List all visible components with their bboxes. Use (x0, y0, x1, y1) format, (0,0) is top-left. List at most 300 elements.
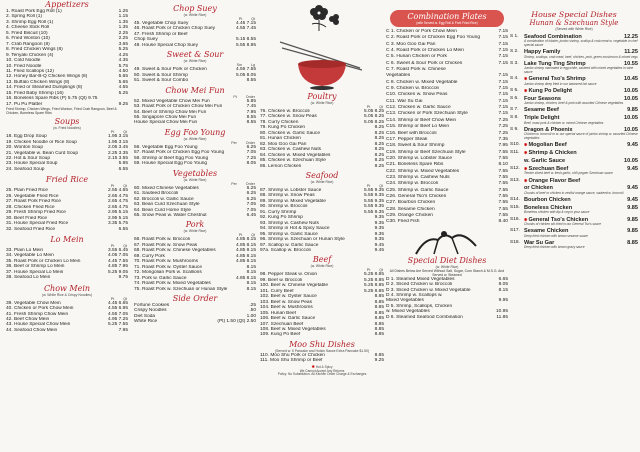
house-special-number: S16. (510, 216, 520, 222)
house-special-item (510, 240, 638, 250)
house-special-row (510, 88, 638, 94)
menu-item-price: 8.55 (246, 120, 256, 126)
house-special-row (510, 197, 638, 203)
menu-item-name: 35. Roast Pork or Chicken Lo Mein (6, 258, 81, 264)
menu-item-price: (Pt) 1.50 (Qt) 2.50 (217, 319, 256, 325)
menu-item-price: 3.65 (118, 41, 128, 47)
house-special-description: Beef, roast pork & chicken w. mixed Chinese vegetables (524, 120, 604, 125)
menu-item-price: 7.95 (246, 109, 256, 115)
house-special-item (510, 166, 638, 176)
menu-item-name: 28. Chicken Fried Rice (6, 204, 55, 210)
menu-item-name: 76. Chicken w. Broccoli (260, 109, 310, 114)
menu-item-price: 7.55 (498, 187, 508, 193)
menu-item (6, 227, 128, 232)
house-special-number: S11. (510, 150, 520, 156)
menu-item-price: 4.55 6.95 (107, 306, 128, 312)
menu-item-name: 42. Beef Chow Mein (6, 317, 50, 323)
menu-item-price: 8.25 (374, 158, 384, 164)
menu-item-name: 4. Cheese Stick Roll (6, 25, 50, 31)
menu-item-price: 5.25 8.85 (363, 283, 384, 289)
menu-item-name: 77. Chicken w. Snow Peas (260, 114, 317, 120)
house-special-name (524, 197, 627, 203)
menu-item-price: 9.35 (374, 220, 384, 226)
menu-item-price: 5.25 8.85 (363, 277, 384, 283)
diet-list (386, 277, 508, 321)
house-special-price: 9.85 (627, 204, 638, 211)
menu-item-name: C18. Sweet & Sour Shrimp (386, 143, 445, 149)
house-special-number (510, 185, 524, 191)
lo-mein-header: Pt Qt (110, 243, 127, 248)
menu-item-price: 7.45 (246, 104, 256, 110)
menu-item-price: 5.55 9.35 (363, 204, 384, 210)
menu-item-price: 4.85 8.15 (235, 253, 256, 259)
hot-spicy-label: Hot & Spicy (315, 364, 333, 369)
menu-item-price: 7.15 (498, 111, 508, 117)
menu-item-name: C 4. Roast Pork or Chicken Lo Mein (386, 48, 465, 54)
menu-item-name: 61. Sauteed Broccoli (134, 191, 179, 197)
menu-item-name: 8. Fried Chicken Wings (8) (6, 47, 63, 53)
house-special-price: 10.55 (624, 60, 638, 67)
menu-item-price: 9.75 (118, 275, 128, 281)
diet-sub: (w. White Rice) (435, 264, 459, 269)
house-special-number: S 5. (510, 87, 519, 93)
column-3 (260, 0, 384, 452)
menu-item-price: 7.05 (246, 202, 256, 208)
menu-item-price: 2.05 3.45 (107, 145, 128, 151)
menu-item-price: 5.85 (246, 98, 256, 104)
chow-mei-fun-header: Pt Order (233, 94, 255, 99)
house-special-number: S18. (510, 239, 520, 245)
menu-item-name: 1. Roast Pork Egg Roll (1) (6, 9, 62, 14)
house-special-price: 10.05 (624, 115, 638, 122)
menu-item-name: Chop Suey (134, 37, 158, 43)
menu-item-price: 4.45 6.65 (107, 300, 128, 306)
menu-item-price: 5.15 8.55 (235, 37, 256, 43)
menu-item-price: 8.05 (246, 161, 256, 167)
menu-item-name: 50. Sweet & Sour Shrimp (134, 72, 188, 78)
house-special-description: Chicken w. broccoli or w. our special sauce of jumbo shrimp w. assorted Chinese vegetables (524, 132, 638, 140)
lo-mein-title: Lo Mein (50, 234, 84, 244)
house-special-number: S 7. (510, 107, 519, 113)
menu-item-price: 8.55 (246, 114, 256, 120)
house-special-name-text: Mogolian Beef (528, 142, 567, 149)
menu-item-price: 3.55 6.45 (107, 247, 128, 253)
menu-item-name: D 4. Shrimp w. Scallops w. (386, 293, 443, 299)
house-special-description: Chunks of chicken stir-fried in our General Tso's sauce (524, 221, 601, 226)
pork-title: Pork (185, 220, 205, 230)
menu-item-price: 8.85 (374, 294, 384, 300)
menu-item-name: 63. Bean Curd Szechuan Style (134, 202, 200, 208)
menu-item-name: C13. Chicken or Pork Szechuan Style (386, 111, 468, 117)
menu-item-name: 105. Hunan Beef (260, 310, 297, 316)
soups-list (6, 134, 128, 172)
menu-item-name: C29. Orange Chicken (386, 212, 434, 218)
menu-item-price: 7.55 (498, 168, 508, 174)
menu-item-price: 9.45 (374, 242, 384, 248)
menu-item-name: C 5. Hunan Chicken or Pork (386, 54, 447, 60)
menu-item-name: 110. Moo Shu Pork or Chicken (260, 352, 325, 358)
menu-item-price: 5.05 8.05 (235, 72, 256, 78)
menu-item-name: 109. Kung Po Beef (260, 332, 301, 338)
menu-item-name: 48. House Special Chop Suey (134, 42, 198, 48)
menu-item-name: 85. Chicken w. Szechuan Style (260, 158, 326, 164)
menu-item-name: 51. Sweet & Sour Combo (134, 78, 189, 84)
fried-rice-list (6, 188, 128, 232)
menu-item-name: 74. Roast Pork w. Mixed Vegetables (134, 281, 211, 287)
menu-item-name: D 3. Sliced Chicken w. Mixed Vegetable (386, 287, 471, 293)
menu-item (386, 315, 508, 320)
menu-item-name: 90. Shrimp w. Broccoli (260, 204, 308, 210)
menu-item-name: C20. Shrimp w. Lobster Sauce (386, 155, 453, 161)
house-special-description: Shrimp, scallops, crab meat, beef, chicken, pork, green mushroom & mixed vegs (524, 54, 638, 59)
menu-item-name: C27. Bourbon Chicken (386, 200, 436, 206)
menu-item-price: 7.05 (246, 150, 256, 156)
menu-item-price: 5.55 9.35 (363, 187, 384, 193)
house-special-number: S13. (510, 177, 520, 183)
menu-item-name: 21. Vegetable w. Bean Curd Soup (6, 150, 79, 156)
menu-item-price: 7.95 (118, 327, 128, 333)
menu-item-name: 65. Snow Peas w. Water Chestnut (134, 212, 207, 218)
menu-item (260, 332, 384, 337)
menu-item-price: 2.25 3.35 (107, 150, 128, 156)
side-order-title: Side Order (172, 293, 218, 303)
chili-icon: ✱ (524, 150, 529, 156)
dancer-illustration (386, 226, 508, 256)
fried-rice-header: Pt Qt (110, 184, 127, 189)
menu-item-name: C28. Sesame Chicken (386, 206, 435, 212)
menu-item-name: 49. Sweet & Sour Pork or Chicken (134, 67, 207, 73)
chili-icon: ✱ (524, 165, 529, 171)
house-special-name-text: General Tso's Shrimp (528, 76, 586, 83)
menu-item-price: 9.45 (374, 247, 384, 253)
menu-item-name: C22. Shrimp w. Mixed Vegetables (386, 168, 460, 174)
poultry-list (260, 109, 384, 169)
house-special-item (510, 107, 638, 113)
menu-item-name: C12. Chicken w. Garlic Sauce (386, 105, 451, 111)
menu-item-name: w. Mixed Vegetables (386, 309, 430, 315)
menu-item-name: C 1. Chicken or Pork Chow Mein (386, 29, 457, 34)
menu-item-price: 5.65 (118, 74, 128, 80)
menu-item-price: 8.15 (246, 281, 256, 287)
menu-item-name: 34. Vegetable Lo Mein (6, 253, 54, 259)
house-special-number: S17. (510, 228, 520, 234)
house-special-list (510, 34, 638, 250)
house-special-name (524, 107, 627, 113)
menu-item-name: D 2. Sliced Chicken w. Broccoli (386, 282, 453, 288)
menu-item-name: 20. Wonton Soup (6, 145, 43, 151)
menu-item-name: 81. Hunan Chicken (260, 136, 301, 142)
menu-item-name: 7. Crab Rangoon (8) (6, 41, 50, 47)
menu-item-name: C16. Beef with Broccoli (386, 130, 437, 136)
menu-item-name: 45. Vegetable Chop Suey (134, 21, 189, 26)
house-special-number (510, 158, 524, 164)
house-special-name (524, 150, 638, 156)
menu-item-name: C 6. Sweet & Sour Pork or Chicken (386, 60, 463, 66)
menu-item-price: 4.85 8.15 (235, 275, 256, 281)
menu-item-name: 10. Fried Noodle (6, 63, 42, 69)
column-5 (510, 0, 638, 452)
menu-item (134, 43, 256, 48)
menu-item-name: 70. Roast Pork w. Mushrooms (134, 259, 198, 265)
menu-item (134, 213, 256, 218)
menu-item-price: 8.05 (498, 282, 508, 288)
menu-item-price: 8.10 (498, 162, 508, 168)
menu-item-price: 8.15 (246, 264, 256, 270)
house-special-price: 10.45 (624, 76, 638, 83)
menu-item-name: 37. House Special Lo Mein (6, 269, 64, 275)
house-special-title: House Special Dishes (531, 10, 617, 19)
menu-item-price: 5.05 8.25 (363, 109, 384, 114)
house-special-name-text: War Su Gar (524, 239, 555, 246)
house-special-price: 10.05 (624, 95, 638, 102)
menu-item-price: 7.05 (246, 207, 256, 213)
house-special-price: 9.85 (627, 216, 638, 223)
menu-item-name: Diet Soda (134, 313, 156, 319)
beef-list (260, 272, 384, 337)
menu-item-name: C30. Fried Fish (386, 219, 420, 225)
house-special-price: 9.45 (627, 185, 638, 192)
menu-item-price: .50 (249, 308, 256, 314)
menu-item (134, 161, 256, 166)
vegetables-header: Per Order (231, 181, 255, 186)
poultry-sub: (w. White Rice) (310, 101, 334, 105)
menu-item-name: 67. Roast Pork w. Snow Peas (134, 242, 198, 248)
menu-item-price: 8.25 (374, 147, 384, 153)
menu-item-price: 7.55 (498, 181, 508, 187)
menu-item-price: 5.25 9.05 (107, 269, 128, 275)
menu-item-price: 8.85 (374, 332, 384, 338)
menu-item-name: 2. Spring Roll (1) (6, 14, 42, 20)
menu-item-price: 8.40 (498, 219, 508, 225)
menu-item-name: 14. Fried or Steamed Dumplings (8) (6, 85, 83, 91)
menu-item-name: 84. Chicken w. Mixed Vegetables (260, 152, 331, 158)
menu-item-name: 26. Vegetable Fried Rice (6, 193, 59, 199)
menu-item-price: 10.95 (495, 309, 508, 315)
menu-item-price: 1.35 (118, 19, 128, 25)
menu-item-name: 18. Egg Drop Soup (6, 134, 47, 140)
soups-title: Soups (54, 117, 80, 127)
house-special-name-text: Bourbon Chicken (524, 197, 571, 204)
menu-item-price: 5.25 8.85 (363, 288, 384, 294)
house-special-name-text: Dragon & Phoenix (524, 126, 573, 133)
menu-item-price: 7.55 (498, 174, 508, 180)
house-special-name-text: w. Garlic Sauce (524, 158, 566, 164)
house-special-name (524, 178, 638, 184)
vegetables-list (134, 186, 256, 219)
menu-item-price: 7.95 (498, 143, 508, 149)
menu-item-price: 7.15 (498, 41, 508, 47)
moo-shu-list (260, 353, 384, 364)
pork-sub: (w. White Rice) (183, 229, 207, 234)
menu-item-name: 87. Shrimp w. Lobster Sauce (260, 187, 322, 193)
house-special-description: Tender sliced beef w. fresh garlic, chili pepper Szechuan sauce (524, 171, 613, 176)
bowl-icon (260, 34, 384, 92)
menu-item-price: 4.05 7.05 (107, 253, 128, 259)
menu-item-name: 79. Kung Po Chicken (260, 125, 306, 131)
menu-item-name: C17. Pepper Steak (386, 136, 428, 142)
menu-item-price: 4.45 7.55 (107, 258, 128, 264)
menu-item-name: 36. Beef or Shrimp Lo Mein (6, 264, 65, 270)
menu-item-price: 8.25 (374, 130, 384, 136)
menu-item-price: 4.55 7.05 (107, 311, 128, 317)
moo-shu-title: Moo Shu Dishes (289, 339, 355, 349)
menu-item-name: 46. Roast Pork or Chicken Chop Suey (134, 26, 216, 32)
menu-item-price: 6.45 (246, 212, 256, 218)
house-special-name-text: Triple Delight (524, 115, 560, 122)
house-special-name-text: Happy Family (524, 49, 561, 56)
chili-icon: ✱ (524, 87, 529, 93)
menu-item-price: 8.15 (246, 286, 256, 292)
menu-item-name: 23. House Special Soup (6, 161, 58, 167)
menu-item-name: 53. Roast Pork or Chicken Chow Mei Fun (134, 104, 223, 110)
menu-item-price: 8.85 (374, 310, 384, 316)
menu-item-price: 8.25 (374, 141, 384, 147)
flower-illustration (260, 2, 384, 32)
menu-item (260, 358, 384, 363)
menu-item-name: 66. Roast Pork w. Broccoli (134, 237, 190, 243)
menu-item-name: 68. Roast Pork w. Chinese Vegetables (134, 248, 216, 254)
house-special-item (510, 34, 638, 48)
menu-item-price: 6.55 (118, 166, 128, 172)
house-special-item (510, 88, 638, 94)
menu-item-name: 92. Kung Po Shrimp (260, 215, 303, 221)
appetizers-title: Appetizers (45, 0, 89, 9)
menu-item-price: 4.85 8.15 (235, 242, 256, 248)
menu-item-name: 29. Fresh Shrimp Fried Rice (6, 210, 66, 216)
house-special-item (510, 197, 638, 203)
chow-mei-fun-list (134, 99, 256, 126)
combination-banner (390, 10, 504, 27)
menu-item-name: 106. Beef w. Garlic Sauce (260, 316, 316, 322)
menu-item-name: 96. Shrimp w. Szechuan or Hunan Style (260, 237, 345, 243)
seafood-list (260, 188, 384, 253)
house-special-name-text: Seafood Combination (524, 34, 582, 40)
house-special-name-text: Lake Tung Ting Shrimp (524, 60, 586, 67)
chop-suey-list (134, 21, 256, 48)
house-special-subtitle: Hunan & Szechuan Style (529, 19, 619, 27)
menu-item-price: 7.55 (498, 200, 508, 206)
pork-header: Pt Qt (238, 233, 255, 238)
menu-item-name: 95. Shrimp w. Garlic Sauce (260, 231, 318, 237)
menu-item-price: 7.55 (498, 193, 508, 199)
house-special-price: 9.45 (627, 197, 638, 204)
menu-item-name: 11. Fried Scallops (12) (6, 68, 54, 74)
menu-item-price: 3.35 5.75 (107, 221, 128, 227)
soups-header: Pt Qt (110, 130, 127, 135)
menu-item-name: 98. Pepper Steak w. Onion (260, 272, 318, 278)
menu-item-price: 8.25 (374, 163, 384, 169)
menu-item-name: 88. Shrimp w. Snow Peas (260, 193, 315, 199)
house-special-item (510, 205, 638, 215)
menu-item-price: 5.25 8.85 (363, 272, 384, 278)
house-special-item (510, 228, 638, 238)
menu-item-name: 64. Bean Curd Home Style (134, 207, 192, 213)
menu-item-price: 9.95 (498, 298, 508, 304)
seafood-header: Pt Qt (366, 183, 383, 188)
house-special-row (510, 178, 638, 184)
menu-item-name: 91. Curry Shrimp (260, 209, 297, 215)
menu-item-price: 9.35 (374, 226, 384, 232)
house-special-item (510, 96, 638, 106)
menu-item-name: 99. Beef w. Broccoli (260, 277, 303, 283)
menu-item-name: 58. Shrimp or Beef Egg Foo Young (134, 155, 209, 161)
menu-item-name: 27. Roast Pork Fried Rice (6, 199, 61, 205)
house-special-name-text: Orange Flavor Beef (528, 177, 581, 184)
menu-item-name: 56. Vegetable Egg Foo Young (134, 144, 198, 150)
menu-item-name: 97. Scallop w. Garlic Sauce (260, 242, 319, 248)
house-special-row (510, 107, 638, 113)
menu-item-price: 8.85 (374, 321, 384, 327)
menu-item (6, 328, 128, 333)
menu-item-name: D 1. Steamed Mixed Vegetables (386, 276, 455, 282)
menu-item-price: 4.35 (118, 58, 128, 64)
menu-item-price: 8.85 (374, 352, 384, 358)
house-special-number: S 4. (510, 76, 519, 82)
menu-item-price: 5.65 (118, 79, 128, 85)
house-special-number: S 6. (510, 95, 519, 101)
menu-item-price: 9.35 (374, 231, 384, 237)
chili-icon: ✱ (524, 142, 529, 148)
dancer-icon (386, 226, 508, 256)
sweet-sour-list (134, 67, 256, 83)
menu-item-name: House Special Chow Mei Fun (134, 120, 198, 126)
menu-item-price: 4.85 8.15 (235, 259, 256, 265)
menu-item-name: 62. Broccoli w. Garlic Sauce (134, 196, 194, 202)
menu-item-price: 8.55 (246, 78, 256, 84)
menu-item-name: C 9. Chicken w. Broccoli (386, 86, 439, 92)
menu-item-name: D 5. Shrimp, Scallops, Chicken (386, 303, 453, 309)
menu-item-price: 9.35 (374, 215, 384, 221)
poultry-title: Poultry (307, 92, 337, 101)
menu-item-price: 8.85 (374, 299, 384, 305)
menu-item-price: 7.25 (498, 130, 508, 136)
menu-item-name: C 8. Chicken w. Mixed Vegetable (386, 79, 458, 85)
menu-item-name: 22. Hot & Sour Soup (6, 155, 50, 161)
house-special-name-text: Sesame Beef (524, 107, 559, 114)
menu-item-name: 82. Moo Goo Gai Pan (260, 141, 307, 147)
menu-item-price: 7.55 (498, 206, 508, 212)
menu-item-price: 2.15 3.55 (107, 155, 128, 161)
menu-item-name: 16. Boneless Spare Ribs (P) 5.75 (Qt) 9.75 (6, 96, 98, 102)
menu-item-price: 1.35 (118, 25, 128, 31)
menu-item-name: 60. Mixed Chinese Vegetables (134, 185, 199, 191)
menu-item-price: 1.95 3.15 (107, 134, 128, 140)
menu-item-price: 6.65 (498, 276, 508, 282)
diet-title: Special Diet Dishes (407, 255, 487, 265)
chili-icon: ✱ (311, 363, 315, 369)
menu-item-price: 2.25 (118, 30, 128, 36)
menu-item-price: 7.15 (498, 105, 508, 111)
chow-mei-fun-title: Chow Mei Fun (165, 85, 225, 95)
house-special-price: 9.85 (627, 107, 638, 114)
house-special-number: S 9. (510, 126, 519, 132)
menu-item-price: 8.85 (374, 305, 384, 311)
sweet-sour-title: Sweet & Sour (166, 50, 224, 60)
house-special-row (510, 158, 638, 164)
menu-item-price: 7.15 (498, 98, 508, 104)
menu-item-name: 5. Fried Biscuit (10) (6, 30, 48, 36)
menu-item-name: 25. Plain Fried Rice (6, 188, 48, 194)
menu-item-price: 4.55 (118, 85, 128, 91)
house-special-price: 9.85 (627, 228, 638, 235)
menu-item-name: D 6. Steamed Seafood Combination (386, 314, 463, 320)
menu-item-price: 5.25 (118, 90, 128, 96)
menu-item-name: 19. Chicken Noodle or Rice Soup (6, 139, 77, 145)
fried-rice-title: Fried Rice (45, 175, 89, 185)
menu-item-price: 7.15 (498, 73, 508, 79)
menu-item-price: 7.15 (498, 54, 508, 60)
menu-item-price: 1.00 (246, 313, 256, 319)
